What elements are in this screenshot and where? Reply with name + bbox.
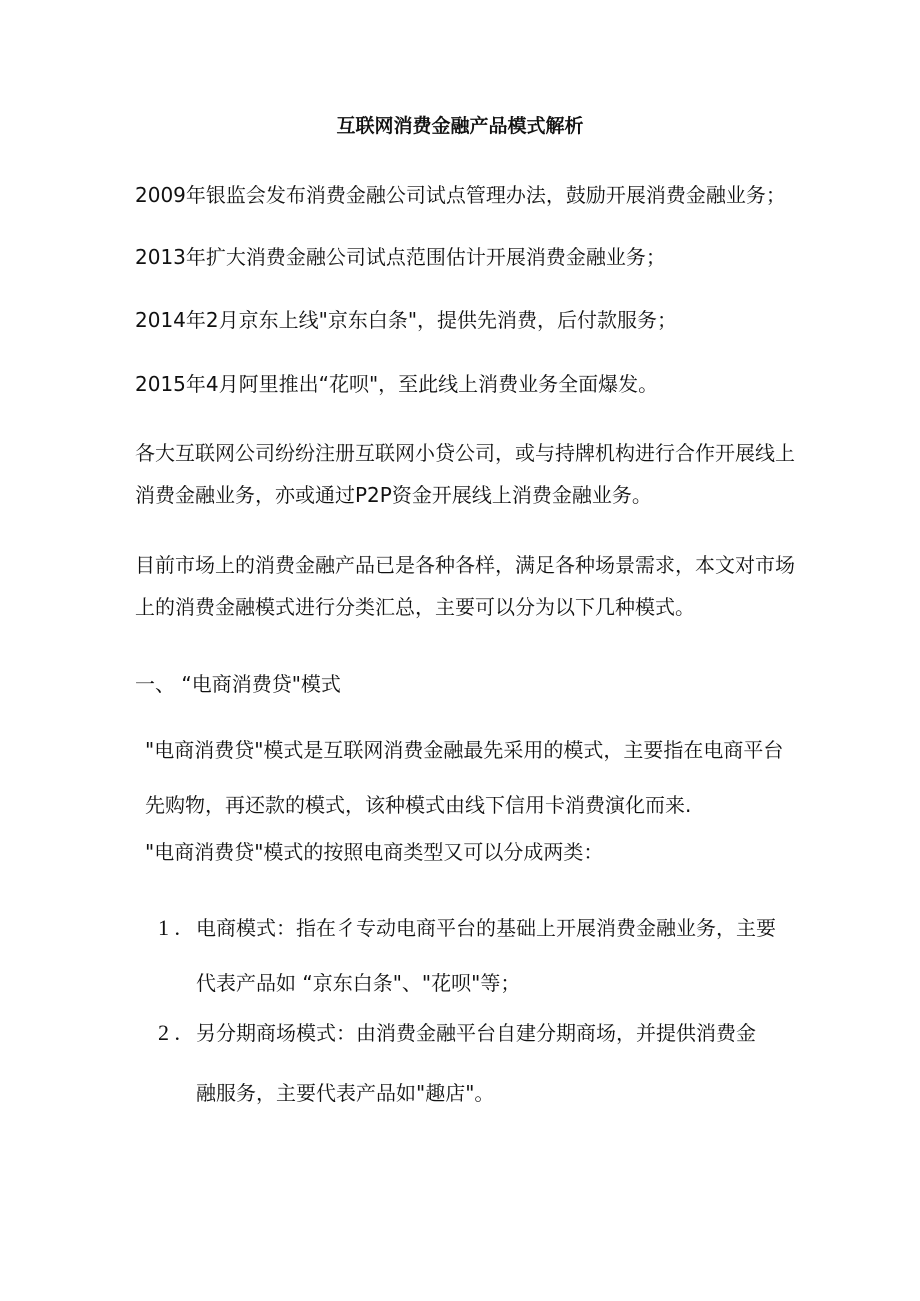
timeline-line-2015: 2015年4月阿里推出“花呗"，至此线上消费业务全面爆发。 bbox=[135, 372, 659, 396]
list-item-text-continued: 代表产品如 “京东白条"、"花呗"等； bbox=[196, 971, 521, 995]
list-item-text-continued: 融服务，主要代表产品如"趣店"。 bbox=[196, 1081, 495, 1105]
section-intro: "电商消费贷"模式的按照电商类型又可以分成两类： bbox=[145, 840, 604, 864]
document-title: 互联网消费金融产品模式解析 bbox=[336, 115, 584, 137]
paragraph-market-overview: 目前市场上的消费金融产品已是各种各样，满足各种场景需求，本文对市场上的消费金融模式进行分类汇总，主要可以分为以下几种模式。 bbox=[135, 553, 795, 619]
timeline-line-2013: 2013年扩大消费金融公司试点范围估计开展消费金融业务； bbox=[135, 245, 666, 269]
list-item bbox=[158, 1003, 798, 1123]
section-paragraph: "电商消费贷"模式是互联网消费金融最先采用的模式，主要指在电商平台先购物，再还款的模式，该种模式由线下信用卡消费演化而来. bbox=[145, 738, 784, 817]
list-item-number: 1 . bbox=[158, 915, 180, 940]
timeline-line-2009: 2009年银监会发布消费金融公司试点管理办法，鼓励开展消费金融业务； bbox=[135, 183, 786, 207]
list-item-text: 另分期商场模式：由消费金融平台自建分期商场，并提供消费金 bbox=[196, 1021, 756, 1045]
section-heading: 一、 “电商消费贷"模式 bbox=[135, 672, 341, 696]
timeline-line-2014: 2014年2月京东上线"京东白条"，提供先消费，后付款服务； bbox=[135, 308, 678, 332]
list-item-text: 电商模式：指在彳专动电商平台的基础上开展消费金融业务，主要 bbox=[196, 916, 776, 940]
list-item-number: 2 . bbox=[158, 1020, 180, 1045]
list-item bbox=[158, 900, 798, 1011]
paragraph-internet-companies: 各大互联网公司纷纷注册互联网小贷公司，或与持牌机构进行合作开展线上消费金融业务，亦或通过P2P资金开展线上消费金融业务。 bbox=[135, 441, 795, 507]
